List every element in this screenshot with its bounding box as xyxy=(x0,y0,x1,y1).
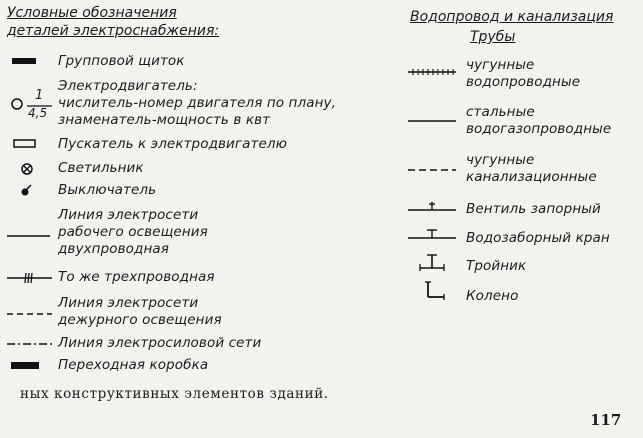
heading-line-2: деталей электроснабжения: xyxy=(7,23,220,39)
page-number: 117 xyxy=(590,411,622,429)
legend-label-power-line: Линия электросиловой сети xyxy=(58,335,262,351)
lighting-line-2: рабочего освещения xyxy=(58,224,208,240)
motor-line-2: числитель-номер двигателя по плану, xyxy=(58,95,336,111)
lighting-line-3: двухпроводная xyxy=(58,241,169,257)
switch-icon xyxy=(20,183,34,197)
legend-label-cast-iron-sewer xyxy=(466,152,597,186)
motor-icon xyxy=(10,90,56,124)
legend-label-shutoff-valve: Вентиль запорный xyxy=(466,201,601,217)
legend-heading-electric xyxy=(7,4,219,40)
legend-label-standby-line xyxy=(58,295,222,329)
legend-label-starter: Пускатель к электродвигателю xyxy=(58,136,288,152)
legend-label-elbow: Колено xyxy=(466,288,519,304)
three-wire-line-icon xyxy=(7,272,53,284)
legend-label-tee: Тройник xyxy=(466,258,527,274)
steel-pipe-line-2: водогазопроводные xyxy=(466,121,612,137)
legend-label-motor xyxy=(58,78,336,129)
elbow-icon xyxy=(424,280,448,302)
standby-line-1: Линия электросети xyxy=(58,295,199,311)
motor-line-1: Электродвигатель: xyxy=(58,78,198,94)
legend-label-steel-pipe xyxy=(466,104,611,138)
legend-label-lamp: Светильник xyxy=(58,160,144,176)
tee-icon xyxy=(418,252,448,272)
standby-line-2: дежурного освещения xyxy=(58,312,222,328)
legend-label-switch: Выключатель xyxy=(58,182,157,198)
cast-iron-water-pipe-icon xyxy=(408,68,458,76)
lighting-line-1: Линия электросети xyxy=(58,207,199,223)
heading-line-1: Условные обозначения xyxy=(7,5,177,21)
cast-iron-sewer-pipe-icon xyxy=(408,167,458,173)
starter-icon xyxy=(13,139,37,149)
legend-label-lighting-line xyxy=(58,207,208,258)
junction-box-icon xyxy=(11,361,41,371)
cast-iron-sewer-line-1: чугунные xyxy=(466,152,535,168)
shutoff-valve-icon xyxy=(408,200,458,214)
solid-line-icon xyxy=(7,233,51,239)
legend-label-group-panel: Групповой щиток xyxy=(58,53,185,69)
cast-iron-water-line-1: чугунные xyxy=(466,57,535,73)
motor-fraction-denominator: 4,5 xyxy=(28,106,48,120)
legend-heading-plumbing: Водопровод и канализация xyxy=(410,9,614,25)
legend-label-three-wire: То же трехпроводная xyxy=(58,269,215,285)
motor-line-3: знаменатель-мощность в квт xyxy=(58,112,271,128)
legend-subheading-pipes: Трубы xyxy=(470,29,516,45)
cast-iron-water-line-2: водопроводные xyxy=(466,74,581,90)
lamp-icon xyxy=(20,162,34,176)
group-panel-icon xyxy=(12,57,38,66)
legend-label-cast-iron-water xyxy=(466,57,580,91)
legend-label-water-tap: Водозаборный кран xyxy=(466,230,610,246)
steel-pipe-icon xyxy=(408,118,458,124)
footer-text: ных конструктивных элементов зданий. xyxy=(20,386,329,402)
cast-iron-sewer-line-2: канализационные xyxy=(466,169,597,185)
dash-dot-line-icon xyxy=(7,341,53,347)
motor-fraction-numerator: 1 xyxy=(35,88,44,103)
water-tap-icon xyxy=(408,226,458,242)
dashed-line-icon xyxy=(7,311,53,317)
legend-label-junction-box: Переходная коробка xyxy=(58,357,209,373)
steel-pipe-line-1: стальные xyxy=(466,104,535,120)
